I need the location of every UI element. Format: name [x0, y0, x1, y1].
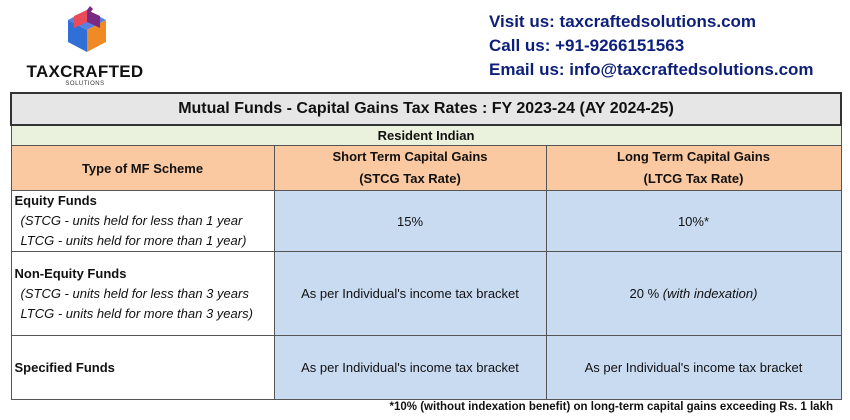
header-ltcg-title: Long Term Capital Gains — [617, 149, 770, 164]
header-stcg — [274, 146, 546, 191]
row-subtitle: (STCG - units held for less than 1 year — [20, 213, 243, 228]
section-resident-indian: Resident Indian — [11, 125, 841, 146]
ltcg-value — [546, 336, 841, 400]
table-row — [11, 336, 841, 400]
row-label — [11, 336, 274, 400]
row-title: Non-Equity Funds — [14, 265, 127, 281]
row-subtitle: (STCG - units held for less than 3 years — [20, 285, 249, 301]
header-ltcg-subtitle: (LTCG Tax Rate) — [643, 171, 744, 186]
header-type-of-scheme: Type of MF Scheme — [11, 146, 274, 191]
row-label — [11, 252, 274, 336]
brand-logo — [22, 6, 152, 88]
page-header — [0, 0, 850, 90]
stcg-value: 15% — [274, 191, 546, 252]
row-title: Specified Funds — [14, 359, 115, 375]
ltcg-value — [546, 191, 841, 252]
phone-link[interactable]: Call us: +91-9266151563 — [489, 36, 685, 55]
table-row — [11, 191, 841, 252]
stcg-value: As per Individual's income tax bracket — [274, 252, 546, 336]
cube-logo-icon — [60, 6, 114, 62]
ltcg-rate: 10%* — [677, 213, 710, 229]
header-ltcg — [546, 146, 841, 191]
header-stcg-title: Short Term Capital Gains — [332, 149, 488, 164]
header-stcg-subtitle: (STCG Tax Rate) — [359, 171, 461, 186]
ltcg-rate: As per Individual's income tax bracket — [584, 360, 803, 375]
footnote: *10% (without indexation benefit) on long-term capital gains exceeding Rs. 1 lakh — [389, 401, 833, 413]
ltcg-rate: 20 % — [629, 286, 663, 301]
ltcg-value — [546, 252, 841, 336]
brand-tagline: SOLUTIONS — [65, 81, 105, 87]
table-title: Mutual Funds - Capital Gains Tax Rates : FY 2023-24 (AY 2024-25) — [11, 93, 841, 125]
website-link[interactable]: Visit us: taxcraftedsolutions.com — [489, 12, 757, 31]
row-label — [11, 191, 274, 252]
row-subtitle: LTCG - units held for more than 1 year) — [20, 233, 247, 248]
table-row — [11, 252, 841, 336]
stcg-value: As per Individual's income tax bracket — [274, 336, 546, 400]
row-title: Equity Funds — [14, 193, 97, 208]
tax-rates-table — [10, 92, 842, 400]
contact-info — [489, 10, 814, 82]
ltcg-note: (with indexation) — [662, 286, 758, 301]
email-link[interactable]: Email us: info@taxcraftedsolutions.com — [489, 60, 814, 79]
row-subtitle: LTCG - units held for more than 3 years) — [20, 305, 253, 321]
brand-name: TAXCRAFTED — [26, 62, 144, 81]
